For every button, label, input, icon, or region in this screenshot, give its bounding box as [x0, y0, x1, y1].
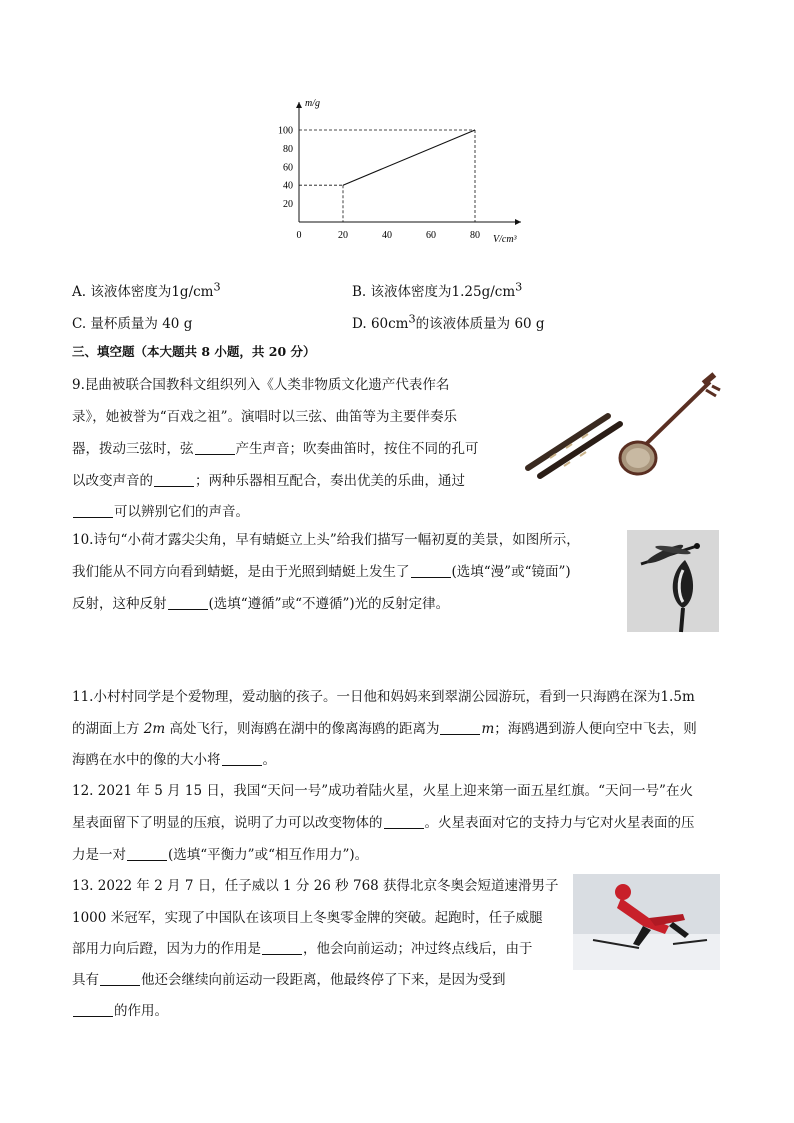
dragonfly-lotus-image — [627, 530, 719, 632]
q13-line-2: 1000 米冠军，实现了中国队在该项目上冬奥零金牌的突破。起跑时，任子威腿 — [72, 910, 543, 926]
q13-line-4: 具有 他还会继续向前运动一段距离，他最终停了下来，是因为受到 — [72, 972, 506, 988]
q12-blank-2[interactable] — [127, 859, 167, 861]
y-axis-arrow — [296, 102, 302, 108]
option-c: C. 量杯质量为 40 g — [72, 316, 193, 332]
q12-line-3: 力是一对 (选填“平衡力”或“相互作用力”)。 — [72, 847, 369, 863]
q9-line-2: 录》，她被誉为“百戏之祖”。演唱时以三弦、曲笛等为主要伴奏乐 — [72, 409, 458, 425]
section-title-fill-blank: 三、填空题（本大题共 8 小题，共 20 分） — [72, 344, 316, 359]
q9-blank-2[interactable] — [154, 485, 194, 487]
option-d: D. $60cm^3$的该液体质量为 60 g — [352, 312, 545, 332]
q13-line-1: 13. 2022 年 2 月 7 日，任子威以 1 分 26 秒 768 获得北京冬奥会短道速滑男子 — [72, 878, 559, 894]
q9-blank-1[interactable] — [195, 453, 235, 455]
q10-line-1: 10.诗句“小荷才露尖尖角，早有蜻蜓立上头”给我们描写一幅初夏的美景，如图所示， — [72, 532, 580, 548]
data-line — [343, 130, 475, 185]
x-tick-label: 60 — [426, 230, 436, 241]
sanxian-icon — [620, 372, 720, 474]
x-axis-label: V/cm³ — [493, 234, 517, 245]
y-tick-label: 100 — [278, 125, 293, 137]
q10-blank-2[interactable] — [168, 608, 208, 610]
q13-line-5: 的作用。 — [72, 999, 168, 1019]
q12-blank-1[interactable] — [384, 827, 424, 829]
q11-line-2: 的湖面上方 2m 高处飞行，则海鸥在湖中的像离海鸥的距离为 m；海鸥遇到游人便向空中飞去，则 — [72, 721, 697, 737]
q10-blank-1[interactable] — [411, 576, 451, 578]
q12-line-2: 星表面留下了明显的压痕，说明了力可以改变物体的 。火星表面对它的支持力与它对火星表面的压 — [72, 815, 695, 831]
q9-line-5: 可以辨别它们的声音。 — [72, 500, 249, 520]
flute-sanxian-image — [520, 372, 725, 484]
q11-line-3: 海鸥在水中的像的大小将 。 — [72, 752, 276, 768]
q9-line-1: 9.昆曲被联合国教科文组织列入《人类非物质文化遗产代表作名 — [72, 377, 450, 393]
y-tick-label: 40 — [283, 180, 293, 192]
q9-line-3: 器，拨动三弦时，弦 产生声音；吹奏曲笛时，按住不同的孔可 — [72, 441, 479, 457]
x-tick-label: 0 — [296, 230, 302, 241]
x-axis-arrow — [515, 219, 521, 225]
y-tick-label: 80 — [283, 143, 293, 155]
y-tick-label: 60 — [283, 162, 293, 174]
y-tick-label: 20 — [283, 199, 293, 211]
x-tick-label: 80 — [470, 230, 480, 241]
y-axis-label: m/g — [305, 98, 320, 109]
q11-blank-1[interactable] — [440, 733, 480, 735]
q10-line-2: 我们能从不同方向看到蜻蜓，是由于光照到蜻蜓上发生了 (选填“漫”或“镜面”) — [72, 564, 571, 580]
q11-line-1: 11.小村村同学是个爱物理，爱动脑的孩子。一日他和妈妈来到翠湖公园游玩，看到一只海鸥在深为1.5m — [72, 689, 695, 705]
flute-icon — [528, 416, 620, 476]
speed-skater-image — [573, 874, 720, 970]
x-tick-label: 20 — [338, 230, 348, 241]
q9-line-4: 以改变声音的 ；两种乐器相互配合，奏出优美的乐曲，通过 — [72, 473, 465, 489]
q12-line-1: 12. 2021 年 5 月 15 日，我国“天问一号”成功着陆火星，火星上迎来第一面五星红旗。“天问一号”在火 — [72, 783, 693, 799]
q11-blank-2[interactable] — [222, 764, 262, 766]
q10-line-3: 反射，这种反射 (选填“遵循”或“不遵循”)光的反射定律。 — [72, 596, 450, 612]
q13-blank-2[interactable] — [100, 984, 140, 986]
option-b: B. 该液体密度为$1.25g/cm^3$ — [352, 280, 523, 300]
q9-blank-3[interactable] — [73, 516, 113, 518]
q13-blank-1[interactable] — [262, 953, 302, 955]
q13-blank-3[interactable] — [73, 1015, 113, 1017]
q13-line-3: 部用力向后蹬，因为力的作用是 ，他会向前运动；冲过终点线后，由于 — [72, 941, 533, 957]
x-tick-label: 40 — [382, 230, 392, 241]
mass-volume-chart — [262, 92, 517, 252]
option-a: A. 该液体密度为$1g/cm^3$ — [72, 280, 221, 300]
